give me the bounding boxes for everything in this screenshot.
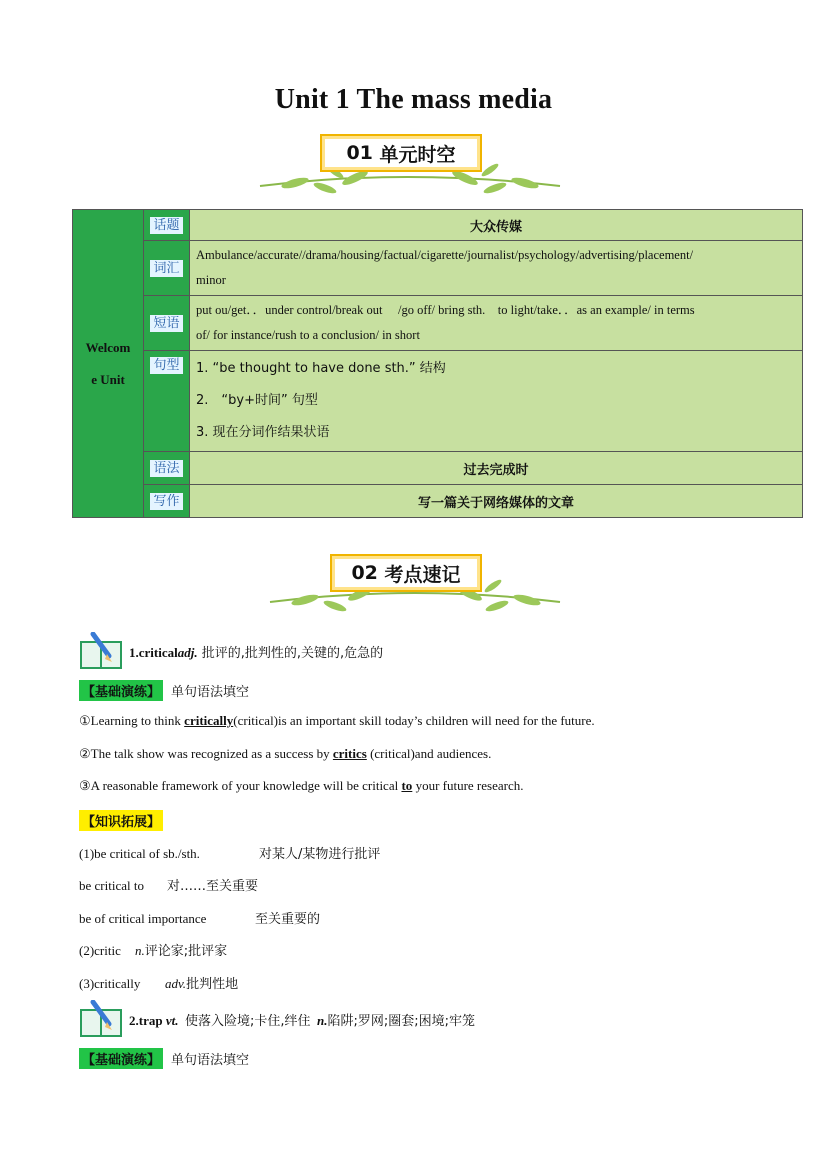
part-of-speech: n. (135, 943, 145, 958)
practice-header (79, 1048, 249, 1069)
sentence-patterns-cell (190, 351, 803, 452)
extension-item (79, 843, 380, 862)
unit-name-line2: e Unit (91, 371, 125, 387)
table-row (73, 210, 803, 241)
banner-number: 01 (346, 142, 373, 164)
sentence-text: your future research. (412, 778, 524, 793)
row-label: 语法 (150, 460, 182, 477)
sentence-pattern-line: 3. 现在分词作结果状语 (196, 425, 330, 440)
unit-cell (73, 210, 144, 518)
phrase: be of critical importance (79, 911, 207, 926)
writing-cell: 写一篇关于网络媒体的文章 (190, 485, 803, 518)
row-label-cell (144, 485, 190, 518)
practice-header (79, 680, 249, 701)
phrase: (1)be critical of sb./sth. (79, 846, 200, 861)
sentence-text: ③A reasonable framework of your knowledge will be critical (79, 778, 402, 793)
table-row (73, 351, 803, 452)
keyword-meaning: 使落入险境;卡住,绊住 (184, 1013, 311, 1029)
vocabulary-cell (190, 241, 803, 296)
phrase-meaning: 批判性地 (186, 977, 239, 992)
keyword: 2.trap (129, 1012, 163, 1028)
answer: to (401, 778, 413, 793)
row-label-cell (144, 452, 190, 485)
part-of-speech: n. (317, 1012, 328, 1028)
basic-practice-tag: 【基础演练】 (79, 680, 163, 701)
page-title: Unit 1 The mass media (274, 84, 553, 115)
unit-summary-table (72, 209, 803, 518)
row-label-cell (144, 241, 190, 296)
banner-text: 考点速记 (384, 563, 461, 586)
row-label-cell (144, 210, 190, 241)
banner-number: 02 (351, 562, 378, 584)
extension-header (79, 810, 171, 831)
exercise-sentence (79, 746, 491, 762)
key-point-heading (79, 1000, 475, 1038)
sentence-pattern-line: 1. “be thought to have done sth.” 结构 (196, 361, 446, 376)
basic-practice-tag: 【基础演练】 (79, 1048, 163, 1069)
table-row (73, 485, 803, 518)
sentence-text: (critical)is an important skill today’s children will need for the future. (233, 713, 595, 728)
phrase-meaning: 对……至关重要 (167, 879, 259, 894)
row-label: 短语 (150, 315, 182, 332)
table-row (73, 452, 803, 485)
phrases-line: put ou/get．．under control/break out /go off/ bring sth. to light/take．．as an example/ in terms (196, 303, 695, 317)
knowledge-extension-tag: 【知识拓展】 (79, 810, 163, 831)
row-label: 写作 (150, 493, 182, 510)
unit-name-line1: Welcom (85, 339, 131, 355)
table-row (73, 241, 803, 296)
part-of-speech: adj. (177, 644, 198, 660)
key-point-heading (79, 632, 383, 670)
phrase-meaning: 评论家;批评家 (144, 944, 228, 959)
row-label: 话题 (150, 217, 182, 234)
row-label-cell (144, 296, 190, 351)
sentence-pattern-line: 2. “by+时间” 句型 (196, 393, 318, 408)
banner-label (320, 134, 482, 172)
sentence-text: ②The talk show was recognized as a success by (79, 746, 333, 761)
keyword-meaning: 批评的,批判性的,关键的,危急的 (197, 645, 384, 661)
extension-item (79, 875, 258, 894)
phrases-line: of/ for instance/rush to a conclusion/ in short (196, 328, 420, 342)
part-of-speech: adv. (165, 976, 187, 991)
banner-label (330, 554, 482, 592)
section-banner-key-points (265, 550, 565, 622)
vocabulary-line: minor (196, 273, 226, 287)
extension-item (79, 973, 238, 992)
keyword: 1.critical (129, 644, 178, 660)
banner-text: 单元时空 (379, 143, 456, 166)
phrase: (2)critic (79, 943, 121, 958)
grammar-cell: 过去完成时 (190, 452, 803, 485)
exercise-sentence (79, 713, 595, 729)
part-of-speech: vt. (165, 1012, 179, 1028)
table-row (73, 296, 803, 351)
phrase-meaning: 至关重要的 (255, 912, 321, 927)
phrase: (3)critically (79, 976, 141, 991)
extension-item (79, 908, 320, 927)
phrases-cell (190, 296, 803, 351)
sentence-text: ①Learning to think (79, 713, 185, 728)
answer: critically (184, 713, 234, 728)
task-instruction: 单句语法填空 (171, 1053, 250, 1068)
extension-item (79, 940, 227, 959)
keyword-meaning: 陷阱;罗网;圈套;困境;牢笼 (327, 1013, 476, 1029)
phrase-meaning: 对某人/某物进行批评 (259, 847, 381, 862)
section-banner-unit-overview (255, 128, 565, 200)
book-pencil-icon (79, 632, 125, 670)
row-label: 句型 (150, 357, 182, 374)
answer: critics (332, 746, 367, 761)
vocabulary-line: Ambulance/accurate//drama/housing/factual/cigarette/journalist/psychology/advertising/placement/ (196, 248, 694, 262)
topic-cell: 大众传媒 (190, 210, 803, 241)
row-label-cell (144, 351, 190, 452)
sentence-text: (critical)and audiences. (366, 746, 492, 761)
phrase: be critical to (79, 878, 144, 893)
row-label: 词汇 (150, 260, 182, 277)
exercise-sentence (79, 778, 523, 794)
book-pencil-icon (79, 1000, 125, 1038)
task-instruction: 单句语法填空 (171, 685, 250, 700)
